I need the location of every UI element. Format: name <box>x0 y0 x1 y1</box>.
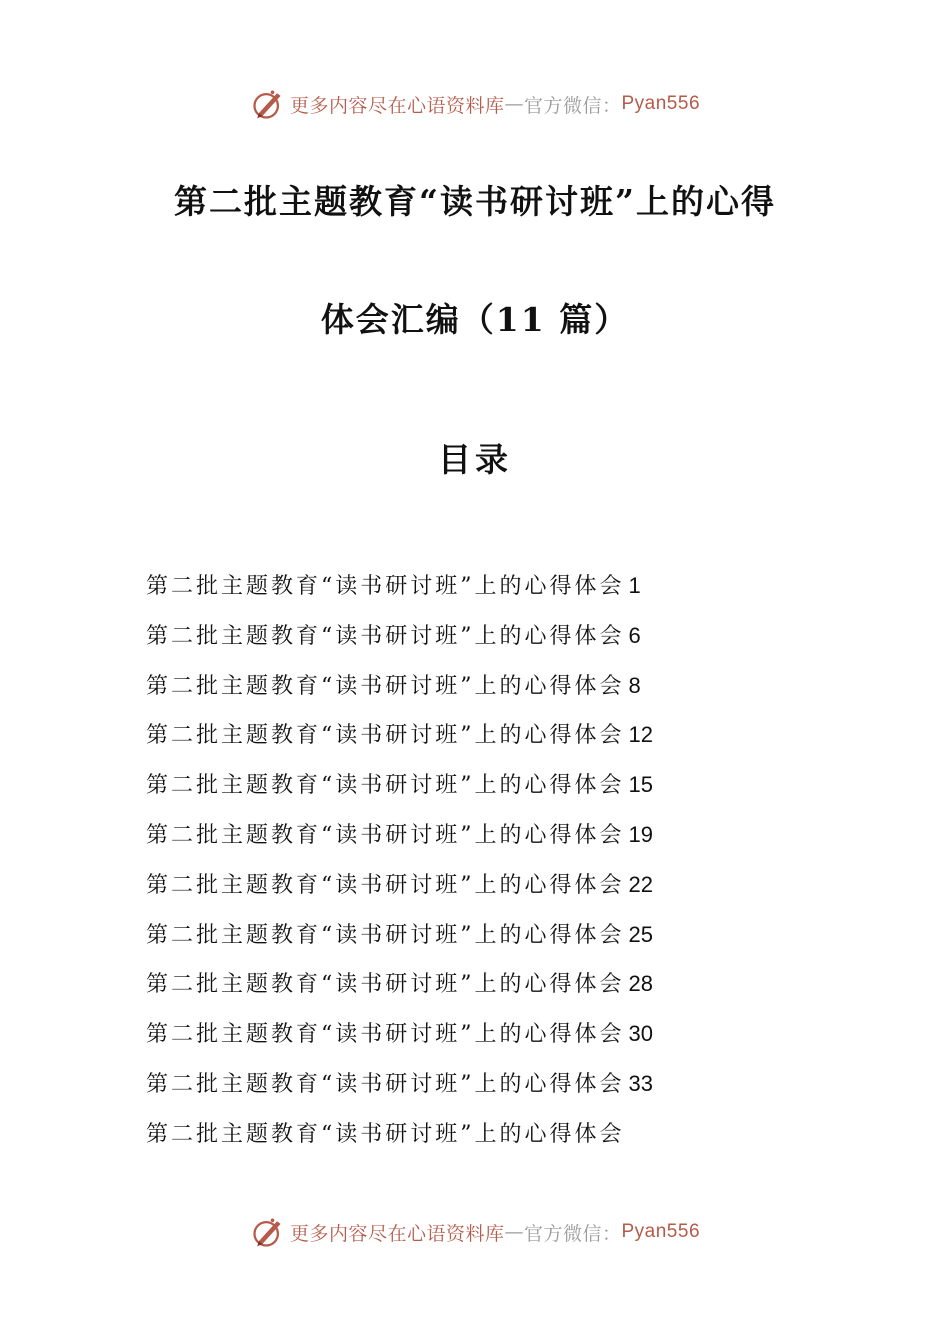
watermark-banner-top <box>0 84 950 124</box>
toc-entry-page: 30 <box>628 1021 653 1047</box>
toc-entry[interactable] <box>146 1115 846 1165</box>
toc-entry[interactable] <box>146 866 846 916</box>
watermark-handle: Pyan556 <box>621 93 701 114</box>
toc-entry-title: 第二批主题教育“读书研讨班”上的心得体会 <box>146 1071 625 1097</box>
toc-entry-page: 33 <box>628 1070 653 1096</box>
table-of-contents <box>146 567 846 1165</box>
toc-entry-title: 第二批主题教育“读书研讨班”上的心得体会 <box>146 1022 625 1048</box>
toc-entry-title: 第二批主题教育“读书研讨班”上的心得体会 <box>146 822 625 848</box>
toc-entry[interactable] <box>146 816 846 866</box>
watermark-sub-text: 官方微信： <box>523 1222 622 1245</box>
toc-entry-page: 6 <box>628 622 641 648</box>
toc-entry-page: 22 <box>628 871 653 897</box>
toc-entry-title: 第二批主题教育“读书研讨班”上的心得体会 <box>146 673 625 699</box>
toc-entry-title: 第二批主题教育“读书研讨班”上的心得体会 <box>146 1121 625 1147</box>
toc-heading: 目录 <box>438 440 512 479</box>
toc-entry-page: 25 <box>628 921 653 947</box>
pen-circle-logo-icon <box>250 1214 286 1250</box>
toc-entry-title: 第二批主题教育“读书研讨班”上的心得体会 <box>146 773 625 799</box>
watermark-main-text: 更多内容尽在心语资料库 <box>289 1222 505 1245</box>
watermark-banner-bottom <box>0 1212 950 1252</box>
toc-entry[interactable] <box>146 1065 846 1115</box>
toc-entry[interactable] <box>146 766 846 816</box>
toc-entry[interactable] <box>146 667 846 717</box>
toc-entry[interactable] <box>146 716 846 766</box>
toc-entry-title: 第二批主题教育“读书研讨班”上的心得体会 <box>146 872 625 898</box>
toc-entry-page: 19 <box>628 821 653 847</box>
document-title-line-2: 体会汇编（11 篇） <box>320 300 630 339</box>
toc-entry-page: 15 <box>628 772 653 798</box>
toc-entry-page: 28 <box>628 971 653 997</box>
toc-entry[interactable] <box>146 1015 846 1065</box>
document-title-line-1: 第二批主题教育“读书研讨班”上的心得 <box>174 182 776 221</box>
toc-entry[interactable] <box>146 965 846 1015</box>
toc-entry-page: 12 <box>628 722 653 748</box>
toc-entry[interactable] <box>146 617 846 667</box>
toc-entry-page: 8 <box>628 672 641 698</box>
watermark-sub-text: 官方微信： <box>523 94 622 117</box>
toc-entry-title: 第二批主题教育“读书研讨班”上的心得体会 <box>146 723 625 749</box>
toc-entry-title: 第二批主题教育“读书研讨班”上的心得体会 <box>146 922 625 948</box>
toc-entry[interactable] <box>146 916 846 966</box>
watermark-separator: — <box>504 1221 524 1243</box>
watermark-separator: — <box>504 93 524 115</box>
pen-circle-logo-icon <box>250 86 286 122</box>
toc-entry-title: 第二批主题教育“读书研讨班”上的心得体会 <box>146 972 625 998</box>
watermark-handle: Pyan556 <box>621 1221 701 1242</box>
watermark-main-text: 更多内容尽在心语资料库 <box>289 94 505 117</box>
toc-entry-title: 第二批主题教育“读书研讨班”上的心得体会 <box>146 574 625 599</box>
toc-entry-page: 1 <box>628 573 641 598</box>
toc-entry-title: 第二批主题教育“读书研讨班”上的心得体会 <box>146 623 625 649</box>
toc-entry[interactable] <box>146 567 846 617</box>
